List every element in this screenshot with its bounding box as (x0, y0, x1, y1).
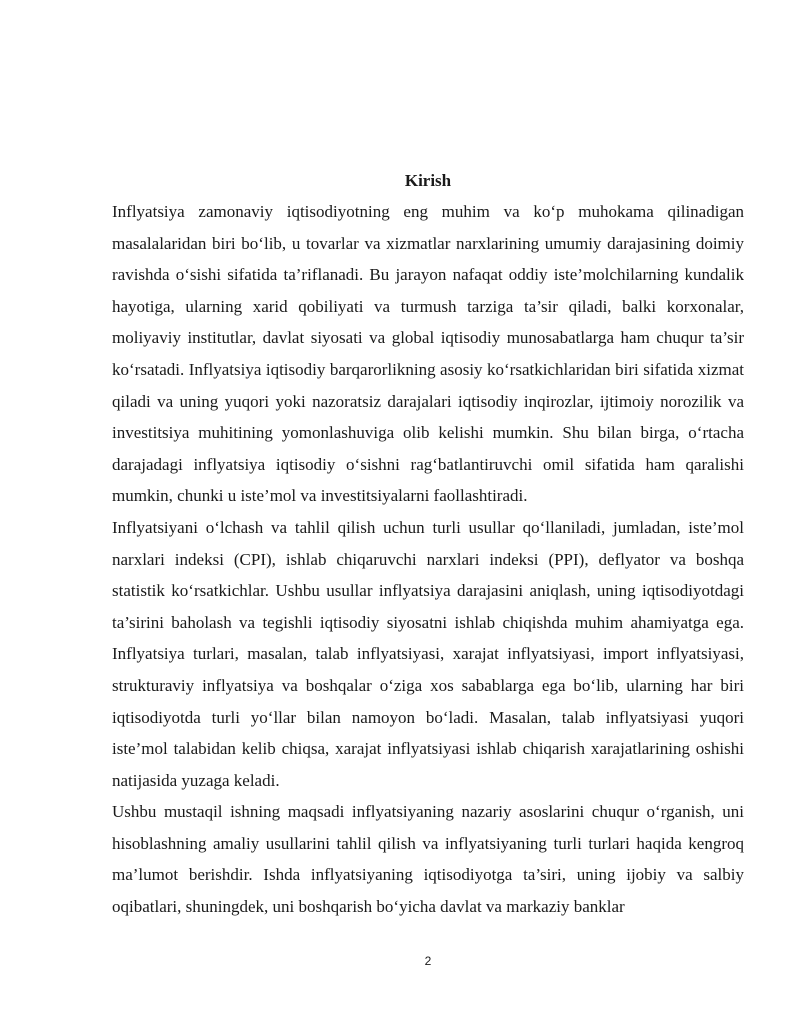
section-title: Kirish (404, 171, 452, 190)
paragraph-2: Inflyatsiyani o‘lchash va tahlil qilish uchun turli usullar qo‘llaniladi, jumladan, iste’mol narxlari indeksi (CPI), ishlab chiqaruvchi narxlari indeksi (PPI), deflyator va boshqa statistik ko‘rsatkichlar. Ushbu usullar inflyatsiya darajasini aniqlash, uning iqtisodiyotdagi ta’sirini baholash va tegishli iqtisodiy siyosatni ishlab chiqishda muhim ahamiyatga ega. Inflyatsiya turlari, masalan, talab inflyatsiyasi, xarajat inflyatsiyasi, import inflyatsiyasi, strukturaviy inflyatsiya va boshqalar o‘ziga xos sabablarga ega bo‘lib, ularning har biri iqtisodiyotda turli yo‘llar bilan namoyon bo‘ladi. Masalan, talab inflyatsiyasi yuqori iste’mol talabidan kelib chiqsa, xarajat inflyatsiyasi ishlab chiqarish xarajatlarining oshishi natijasida yuzaga keladi. (112, 517, 744, 790)
paragraph-3: Ushbu mustaqil ishning maqsadi inflyatsiyaning nazariy asoslarini chuqur o‘rganish, uni hisoblashning amaliy usullarini tahlil qilish va inflyatsiyaning turli turlari haqida kengroq ma’lumot berishdir. Ishda inflyatsiyaning iqtisodiyotga ta’siri, uning ijobiy va salbiy oqibatlari, shuningdek, uni boshqarish bo‘yicha davlat va markaziy banklar (112, 802, 744, 917)
page-number: 2 (424, 954, 432, 968)
body-text (112, 196, 744, 923)
paragraph-1: Inflyatsiya zamonaviy iqtisodiyotning eng muhim va ko‘p muhokama qilinadigan masalalaridan biri bo‘lib, u tovarlar va xizmatlar narxlarining umumiy darajasining doimiy ravishda o‘sishi sifatida ta’riflanadi. Bu jarayon nafaqat oddiy iste’molchilarning kundalik hayotiga, ularning xarid qobiliyati va turmush tarziga ta’sir qiladi, balki korxonalar, moliyaviy institutlar, davlat siyosati va global iqtisodiy munosabatlarga ham chuqur ta’sir ko‘rsatadi. Inflyatsiya iqtisodiy barqarorlikning asosiy ko‘rsatkichlaridan biri sifatida xizmat qiladi va uning yuqori yoki nazoratsiz darajalari iqtisodiy inqirozlar, ijtimoiy norozilik va investitsiya muhitining yomonlashuviga olib kelishi mumkin. Shu bilan birga, o‘rtacha darajadagi inflyatsiya iqtisodiy o‘sishni rag‘batlantiruvchi omil sifatida ham qaralishi mumkin, chunki u iste’mol va investitsiyalarni faollashtiradi. (112, 202, 744, 506)
